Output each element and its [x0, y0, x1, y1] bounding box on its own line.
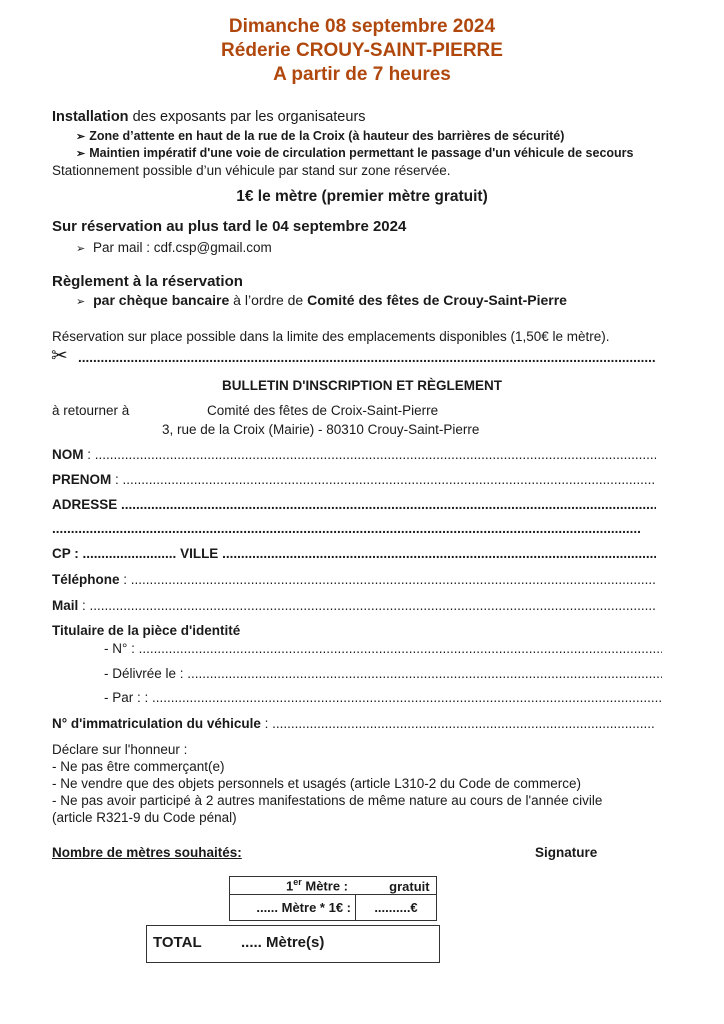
- event-start-time: A partir de 7 heures: [273, 64, 451, 85]
- arrow-icon: ➢: [76, 243, 86, 255]
- price-info: 1€ le mètre (premier mètre gratuit): [236, 188, 488, 205]
- nom-field[interactable]: [52, 447, 656, 462]
- nom-label: NOM: [52, 447, 84, 462]
- installation-label: Installation: [52, 109, 129, 125]
- total-label: TOTAL: [153, 934, 202, 951]
- payment-title: Règlement à la réservation: [52, 273, 243, 290]
- cp-label: CP :: [52, 546, 79, 561]
- declaration: [52, 741, 602, 826]
- bullet-text: Zone d’attente en haut de la rue de la Croix (à hauteur des barrières de sécurité): [89, 129, 565, 143]
- cp-field[interactable]: CP : .........................: [52, 546, 177, 561]
- prenom-sep: :: [111, 472, 119, 487]
- parking-note: Stationnement possible d’un véhicule par stand sur zone réservée.: [52, 163, 451, 178]
- bullet-text: Maintien impératif d'une voie de circulation permettant le passage d'un véhicule de secours: [89, 146, 634, 160]
- prenom-label: PRENOM: [52, 472, 112, 487]
- meters-table: [229, 876, 437, 921]
- reservation-mail: [76, 240, 272, 255]
- first-meter-label: 1er Mètre :: [286, 877, 348, 894]
- signature-label: Signature: [535, 845, 598, 860]
- amount-field[interactable]: ..........€: [356, 895, 437, 921]
- payment-method-label: par chèque bancaire: [93, 292, 230, 308]
- vehicle-field[interactable]: [52, 716, 656, 731]
- declaration-line: - Ne vendre que des objets personnels et usagés (article L310-2 du Code de commerce): [52, 776, 582, 791]
- prenom-field[interactable]: [52, 472, 656, 487]
- id-delivered-label: - Délivrée le :: [104, 666, 184, 681]
- event-name: Réderie CROUY-SAINT-PIERRE: [221, 40, 503, 61]
- payment-payee: Comité des fêtes de Crouy-Saint-Pierre: [307, 292, 567, 308]
- free-label: gratuit: [389, 878, 430, 894]
- id-title: Titulaire de la pièce d'identité: [52, 623, 241, 638]
- cp-ville-row: [52, 546, 656, 561]
- id-number-label: - N° :: [104, 641, 135, 656]
- id-delivered-field[interactable]: [104, 666, 662, 681]
- id-number-field[interactable]: [104, 641, 662, 656]
- ville-field[interactable]: [180, 546, 656, 561]
- onsite-note: Réservation sur place possible dans la limite des emplacements disponibles (1,50€ le mètre).: [52, 329, 610, 344]
- nom-sep: :: [83, 447, 92, 462]
- declaration-line: - Ne pas avoir participé à 2 autres manifestations de même nature au cours de l'année civile: [52, 793, 603, 808]
- installation-bullet-1: [76, 129, 564, 143]
- cut-line: [78, 350, 656, 365]
- first-meter-row: [230, 877, 437, 895]
- meter-price-label: ...... Mètre * 1€ :: [230, 895, 356, 921]
- adresse-label: ADRESSE: [52, 497, 118, 512]
- total-value[interactable]: ..... Mètre(s): [241, 934, 325, 951]
- telephone-sep: :: [119, 572, 128, 587]
- mail-field[interactable]: [52, 598, 656, 613]
- adresse-line-2[interactable]: [52, 521, 640, 536]
- installation-line: [52, 109, 366, 125]
- vehicle-label: N° d'immatriculation du véhicule: [52, 716, 261, 731]
- payment-method: [76, 292, 567, 308]
- declaration-line: (article R321-9 du Code pénal): [52, 810, 237, 825]
- payment-mid: à l’ordre de: [229, 292, 308, 308]
- meters-label: Nombre de mètres souhaités:: [52, 845, 242, 860]
- return-name: Comité des fêtes de Croix-Saint-Pierre: [207, 403, 439, 418]
- mail-label: Mail: [52, 598, 79, 613]
- installation-text: des exposants par les organisateurs: [128, 109, 366, 125]
- reservation-deadline: Sur réservation au plus tard le 04 septembre 2024: [52, 218, 407, 235]
- mail-sep: :: [78, 598, 86, 613]
- arrow-icon: ➢: [76, 131, 86, 143]
- id-by-label: - Par : :: [104, 690, 149, 705]
- ville-label: VILLE: [180, 546, 219, 561]
- return-label: à retourner à: [52, 403, 130, 418]
- mail-text: Par mail : cdf.csp@gmail.com: [92, 240, 272, 255]
- adresse-field[interactable]: [52, 497, 656, 512]
- total-box: [146, 925, 440, 963]
- arrow-icon: ➢: [76, 148, 86, 160]
- id-by-field[interactable]: [104, 690, 662, 705]
- vehicle-sep: :: [260, 716, 269, 731]
- event-date: Dimanche 08 septembre 2024: [228, 16, 496, 37]
- telephone-field[interactable]: [52, 572, 656, 587]
- installation-bullet-2: [76, 146, 634, 160]
- form-title: BULLETIN D'INSCRIPTION ET RÈGLEMENT: [222, 378, 502, 393]
- return-address: 3, rue de la Croix (Mairie) - 80310 Crouy-Saint-Pierre: [162, 422, 480, 437]
- telephone-label: Téléphone: [52, 572, 120, 587]
- arrow-icon: ➢: [76, 296, 86, 308]
- scissors-icon: ✂: [51, 345, 68, 367]
- declaration-intro: Déclare sur l'honneur :: [52, 742, 188, 757]
- declaration-line: - Ne pas être commerçant(e): [52, 759, 225, 774]
